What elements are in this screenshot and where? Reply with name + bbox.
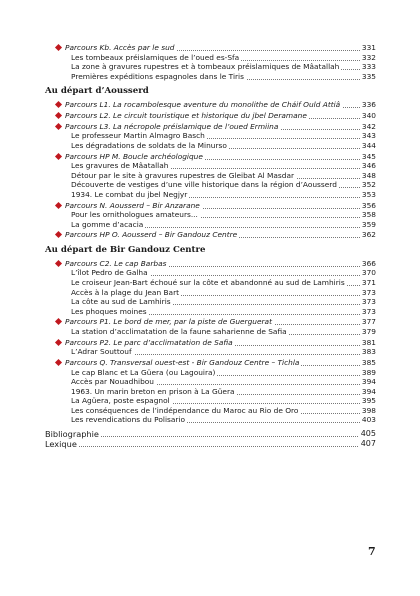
toc-page-number: 352 <box>361 180 376 190</box>
toc-subentry[interactable] <box>0 53 420 63</box>
toc-subentry[interactable] <box>0 141 420 151</box>
toc-entry-title: Lexique <box>45 439 77 450</box>
diamond-bullet-icon <box>55 153 62 160</box>
toc-page-number: 389 <box>361 367 376 377</box>
toc-page-number: 332 <box>361 52 376 62</box>
toc-page-number: 336 <box>361 100 376 110</box>
toc-route-entry[interactable] <box>0 358 420 368</box>
toc-page-number: 335 <box>361 71 376 81</box>
toc-subentry[interactable] <box>0 368 420 378</box>
toc-entry-title: Pour les ornithologues amateurs... <box>71 210 198 220</box>
toc-route-entry[interactable] <box>0 230 420 240</box>
toc-subentry[interactable] <box>0 396 420 406</box>
toc-entry-title: Les tombeaux préislamiques de l’oued es-Sfa <box>71 52 240 62</box>
toc-page-number: 342 <box>361 121 376 131</box>
toc-entry-title: La Agüera, poste espagnol <box>71 396 170 406</box>
toc-subentry[interactable] <box>0 415 420 425</box>
toc-page-number: 362 <box>361 230 376 240</box>
toc-page-number: 345 <box>361 151 376 161</box>
toc-page-number: 394 <box>361 377 376 387</box>
toc-entry-title: Les dégradations de soldats de la Minurso <box>71 140 227 150</box>
toc-subentry[interactable] <box>0 278 420 288</box>
toc-entry-title: Parcours Q. Transversal ouest-est - Bir Gandouz Centre – Tichla <box>65 358 300 367</box>
diamond-bullet-icon <box>55 101 62 108</box>
section-heading: Au départ d’Aousserd <box>45 86 149 97</box>
toc-subentry[interactable] <box>0 347 420 357</box>
toc-subentry[interactable] <box>0 62 420 72</box>
toc-subentry[interactable] <box>0 171 420 181</box>
toc-page-number: 358 <box>361 210 376 220</box>
toc-subentry[interactable] <box>0 377 420 387</box>
toc-page-number: 385 <box>361 358 376 367</box>
diamond-bullet-icon <box>55 260 62 267</box>
toc-entry-title: L’îlot Pedro de Galha <box>71 268 148 278</box>
diamond-bullet-icon <box>55 123 62 130</box>
toc-entry-title: Parcours L1. La rocambolesque aventure du monolithe de Cháif Ould Attiâ <box>65 100 341 110</box>
toc-page-number: 379 <box>361 326 376 336</box>
toc-subentry[interactable] <box>0 220 420 230</box>
toc-page-number: 340 <box>361 110 376 120</box>
toc-subentry[interactable] <box>0 131 420 141</box>
diamond-bullet-icon <box>55 359 62 366</box>
section-heading: Au départ de Bir Gandouz Centre <box>45 244 206 255</box>
toc-entry-title: Bibliographie <box>45 428 99 439</box>
toc-page-number: 394 <box>361 386 376 396</box>
toc-entry-title: Accès à la plage du Jean Bart <box>71 287 180 297</box>
page-number: 7 <box>368 545 376 558</box>
toc-subentry[interactable] <box>0 190 420 200</box>
toc-subentry[interactable] <box>0 387 420 397</box>
toc-page-number: 405 <box>360 428 376 438</box>
toc-page-number: 383 <box>361 347 376 357</box>
toc-entry-title: La côte au sud de Lamhiris <box>71 297 171 307</box>
toc-page-number: 403 <box>361 415 376 425</box>
toc-page-number: 398 <box>361 405 376 415</box>
toc-subentry[interactable] <box>0 406 420 416</box>
toc-entry-title: Parcours C2. Le cap Barbas <box>65 258 167 268</box>
toc-route-entry[interactable] <box>0 100 420 110</box>
toc-entry-title: L’Adrar Souttouf <box>71 347 132 357</box>
toc-page-number: 353 <box>361 189 376 199</box>
toc-end-entry[interactable] <box>0 439 420 449</box>
toc-entry-title: Le croiseur Jean-Bart échoué sur la côte et abandonné au sud de Lamhiris <box>71 278 345 287</box>
toc-end-entry[interactable] <box>0 429 420 439</box>
toc-entry-title: Détour par le site à gravures rupestres de Gleibat Al Masdar <box>71 170 295 180</box>
toc-entry-title: Premières expéditions espagnoles dans le Tiris <box>71 71 244 81</box>
diamond-bullet-icon <box>55 112 62 119</box>
toc-entry-title: La gomme d’acacia <box>71 219 144 229</box>
toc-entry-title: Les phoques moines <box>71 306 147 316</box>
toc-route-entry[interactable] <box>0 259 420 269</box>
toc-page-number: 348 <box>361 170 376 180</box>
toc-entry-title: La station d’acclimatation de la faune saharienne de Safia <box>71 326 287 336</box>
toc-subentry[interactable] <box>0 161 420 171</box>
toc-route-entry[interactable] <box>0 201 420 211</box>
toc-entry-title: Parcours L2. Le circuit touristique et historique du jbel Deramane <box>65 110 307 120</box>
toc-entry-title: 1963. Un marin breton en prison à La Güera <box>71 386 235 396</box>
diamond-bullet-icon <box>55 231 62 238</box>
toc-page-number: 356 <box>361 200 376 210</box>
toc-subentry[interactable] <box>0 180 420 190</box>
toc-page-number: 344 <box>361 140 376 150</box>
toc-page-number: 359 <box>361 219 376 229</box>
toc-route-entry[interactable] <box>0 43 420 53</box>
toc-subentry[interactable] <box>0 288 420 298</box>
toc-entry-title: Les conséquences de l’indépendance du Maroc au Rio de Oro <box>71 405 299 415</box>
toc-page-number: 395 <box>361 396 376 406</box>
toc-entry-title: Les gravures de Mâatallah <box>71 161 169 171</box>
toc-subentry[interactable] <box>0 268 420 278</box>
toc-entry-title: Parcours P2. Le parc d’acclimatation de Safia <box>65 337 233 347</box>
toc-subentry[interactable] <box>0 297 420 307</box>
toc-entry-title: Parcours L3. La nécropole préislamique de l’oued Ermiina <box>65 121 279 131</box>
toc-page-number: 373 <box>361 306 376 316</box>
toc-entry-title: Parcours P1. Le bord de mer, par la piste de Guerguerat <box>65 317 272 327</box>
toc-subentry[interactable] <box>0 72 420 82</box>
toc-route-entry[interactable] <box>0 111 420 121</box>
toc-entry-title: Parcours HP M. Boucle archéologique <box>65 151 203 161</box>
toc-entry-title: Parcours N. Aousserd – Bir Anzarane <box>65 200 200 210</box>
toc-entry-title: Parcours HP O. Aousserd – Bir Gandouz Centre <box>65 230 238 240</box>
toc-page-number: 407 <box>360 439 376 449</box>
toc-subentry[interactable] <box>0 210 420 220</box>
toc-entry-title: La zone à gravures rupestres et à tombeaux préislamiques de Mâatallah <box>71 62 340 72</box>
toc-page-number: 331 <box>361 43 376 52</box>
toc-entry-title: Le cap Blanc et La Güera (ou Lagouira) <box>71 367 216 377</box>
toc-subentry[interactable] <box>0 327 420 337</box>
toc-entry-title: Accès par Nouadhibou <box>71 377 154 387</box>
diamond-bullet-icon <box>55 201 62 208</box>
toc-subentry[interactable] <box>0 307 420 317</box>
toc-route-entry[interactable] <box>0 152 420 162</box>
toc-page-number: 346 <box>361 161 376 171</box>
toc-page-number: 377 <box>361 317 376 327</box>
toc-entry-title: Parcours Kb. Accès par le sud <box>65 43 175 52</box>
toc-page-number: 333 <box>361 62 376 72</box>
toc-page-number: 370 <box>361 268 376 278</box>
toc-page-number: 373 <box>361 287 376 297</box>
toc-page-number: 343 <box>361 131 376 141</box>
toc-route-entry[interactable] <box>0 317 420 327</box>
diamond-bullet-icon <box>55 339 62 346</box>
toc-entry-title: 1934. Le combat du jbel Negjyr <box>71 189 188 199</box>
diamond-bullet-icon <box>55 318 62 325</box>
toc-route-entry[interactable] <box>0 122 420 132</box>
toc-entry-title: Le professeur Martin Almagro Basch <box>71 131 205 141</box>
toc-page-number: 373 <box>361 297 376 307</box>
dot-leader <box>45 446 368 447</box>
toc-route-entry[interactable] <box>0 338 420 348</box>
toc-page-number: 381 <box>361 337 376 347</box>
toc-entry-title: Les revendications du Polisario <box>71 415 185 425</box>
toc-page-number: 366 <box>361 258 376 268</box>
diamond-bullet-icon <box>55 44 62 51</box>
toc-page-number: 371 <box>361 278 376 287</box>
toc-entry-title: Découverte de vestiges d’une ville historique dans la région d’Aousserd <box>71 180 337 190</box>
